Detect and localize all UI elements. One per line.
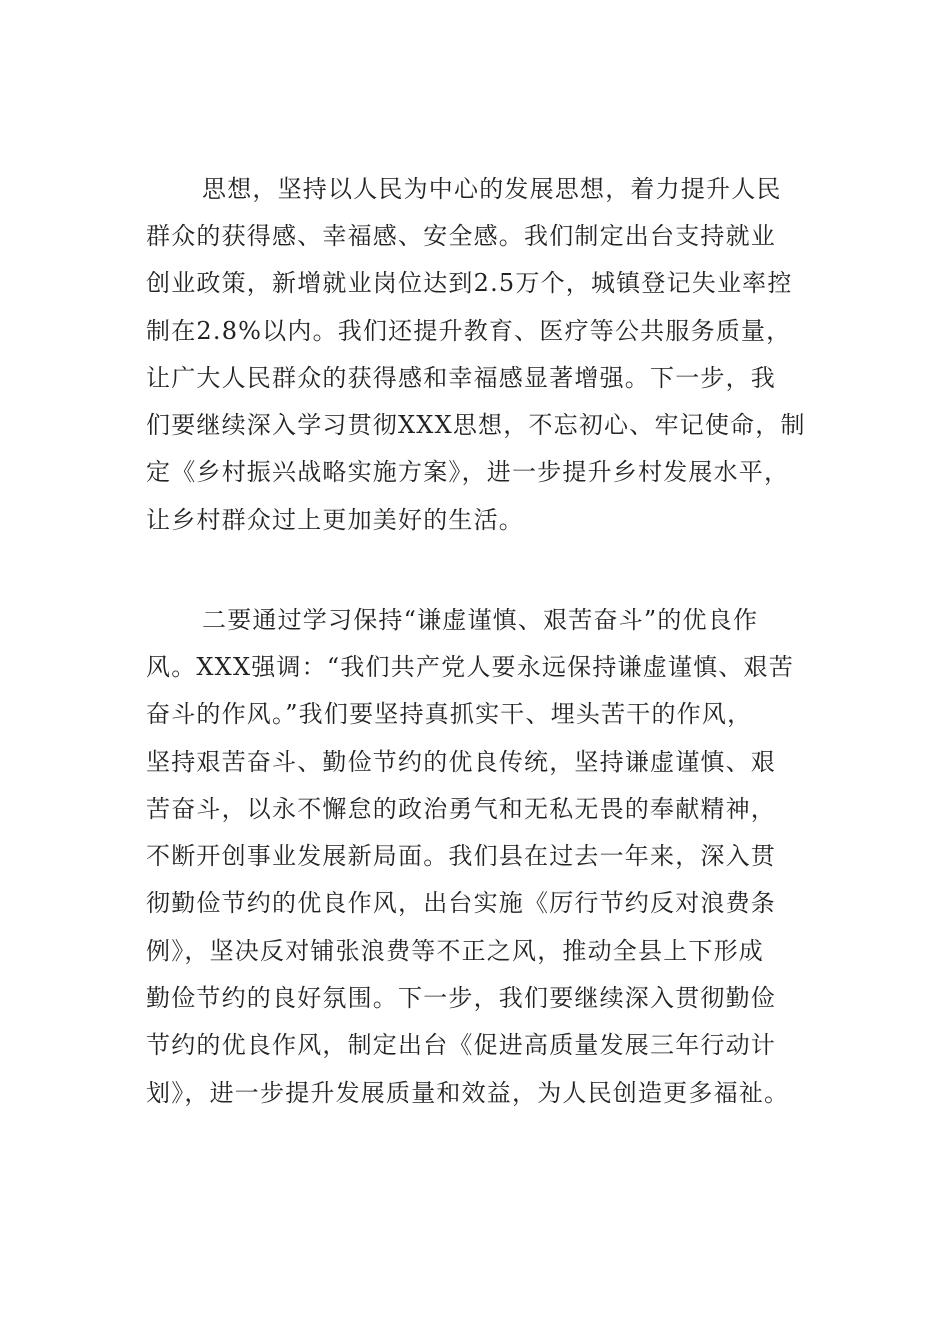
- text-line: 奋斗的作风。”我们要坚持真抓实干、埋头苦干的作风，: [146, 700, 753, 728]
- text-line: 让广大人民群众的获得感和幸福感显著增强。下一步，我: [146, 364, 776, 392]
- text-line: 勤俭节约的良好氛围。下一步，我们要继续深入贯彻勤俭: [146, 984, 776, 1012]
- text-line: 群众的获得感、幸福感、安全感。我们制定出台支持就业: [146, 222, 776, 250]
- text-line: 节约的优良作风，制定出台《促进高质量发展三年行动计: [146, 1031, 776, 1059]
- text-line: 例》，坚决反对铺张浪费等不正之风，推动全县上下形成: [146, 937, 764, 965]
- text-line: 划》，进一步提升发展质量和效益，为人民创造更多福祉。: [146, 1079, 790, 1107]
- text-line: 彻勤俭节约的优良作风，出台实施《厉行节约反对浪费条: [146, 889, 776, 917]
- text-line: 二要通过学习保持“谦虚谨慎、艰苦奋斗”的优良作: [202, 606, 759, 634]
- text-line: 不断开创事业发展新局面。我们县在过去一年来，深入贯: [146, 842, 776, 870]
- text-line: 制在2.8%以内。我们还提升教育、医疗等公共服务质量，: [146, 317, 792, 345]
- text-line: 让乡村群众过上更加美好的生活。: [146, 506, 524, 534]
- text-line: 定《乡村振兴战略实施方案》，进一步提升乡村发展水平，: [146, 458, 790, 486]
- text-line: 风。XXX强调：“我们共产党人要永远保持谦虚谨慎、艰苦: [146, 653, 794, 681]
- text-line: 思想，坚持以人民为中心的发展思想，着力提升人民: [202, 175, 782, 203]
- text-line: 坚持艰苦奋斗、勤俭节约的优良传统，坚持谦虚谨慎、艰: [146, 748, 776, 776]
- text-line: 苦奋斗，以永不懈怠的政治勇气和无私无畏的奉献精神，: [146, 795, 776, 823]
- text-line: 们要继续深入学习贯彻XXX思想，不忘初心、牢记使命，制: [146, 411, 806, 439]
- text-line: 创业政策，新增就业岗位达到2.5万个，城镇登记失业率控: [146, 269, 793, 297]
